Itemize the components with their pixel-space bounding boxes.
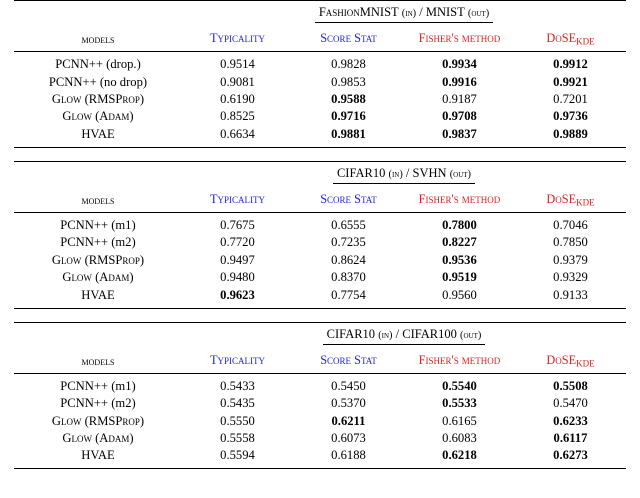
cell-dose: 0.9379	[553, 252, 588, 267]
header-models: models	[81, 34, 115, 47]
cell-fishers-method: 0.6218	[442, 448, 477, 463]
table-header-row	[14, 188, 626, 212]
header-dose-text: DoSE	[546, 31, 577, 45]
header-dose	[515, 349, 626, 373]
cell-dose: 0.5508	[553, 378, 588, 393]
cell-typicality: 0.9497	[220, 252, 255, 267]
cell-score-stat: 0.6211	[331, 413, 366, 428]
row-model: HVAE	[81, 287, 115, 302]
cell-typicality: 0.7675	[220, 218, 255, 232]
caption-out-dataset: MNIST	[425, 5, 465, 19]
cell-score-stat: 0.9716	[331, 109, 366, 124]
cell-typicality: 0.9514	[220, 57, 255, 72]
header-score-stat: Score Stat	[320, 192, 377, 206]
header-models: models	[81, 355, 115, 368]
results-table-block-1	[0, 0, 640, 148]
cell-fishers-method: 0.9187	[442, 92, 477, 106]
row-model: PCNN++ (no drop)	[48, 74, 148, 89]
row-model: PCNN++ (m1)	[60, 218, 136, 232]
cell-fishers-method: 0.8227	[442, 235, 477, 250]
caption-out-tag: (out)	[460, 329, 482, 341]
table-header-row	[14, 349, 626, 373]
table-row	[14, 269, 626, 286]
table-caption	[182, 323, 626, 349]
cell-score-stat: 0.6188	[331, 448, 366, 463]
row-model: HVAE	[81, 448, 115, 463]
row-model: PCNN++ (m1)	[60, 378, 136, 393]
caption-in-tag: (in)	[401, 8, 417, 19]
cell-fishers-method: 0.5533	[442, 396, 477, 411]
row-model: Glow (Adam)	[62, 270, 134, 285]
table-row	[14, 374, 626, 395]
cell-typicality: 0.6634	[220, 126, 255, 141]
table-row	[14, 108, 626, 125]
cell-dose: 0.7850	[553, 235, 588, 250]
cell-score-stat: 0.9588	[331, 92, 366, 106]
caption-separator: /	[405, 165, 410, 180]
cell-typicality: 0.9623	[220, 287, 255, 302]
caption-spacer	[14, 162, 182, 188]
cell-typicality: 0.8525	[220, 109, 255, 124]
cell-fishers-method: 0.6165	[442, 413, 477, 428]
cell-score-stat: 0.7235	[331, 235, 366, 250]
cell-fishers-method: 0.9708	[442, 109, 477, 124]
table-caption-row	[14, 323, 626, 349]
table-row	[14, 447, 626, 468]
caption-out-tag: (out)	[467, 8, 490, 19]
cell-dose: 0.9133	[553, 287, 588, 302]
table-caption	[182, 1, 626, 27]
cell-fishers-method: 0.7800	[442, 218, 477, 232]
cell-dose: 0.9329	[553, 270, 588, 285]
cell-dose: 0.7046	[553, 218, 588, 232]
table-row	[14, 213, 626, 234]
header-typicality: Typicality	[209, 192, 265, 206]
caption-out-dataset: SVHN	[412, 165, 447, 180]
cell-score-stat: 0.6555	[331, 218, 366, 232]
table-row	[14, 234, 626, 251]
header-dose-subscript: KDE	[576, 36, 595, 47]
cell-typicality: 0.9081	[220, 74, 255, 89]
table-caption	[182, 162, 626, 188]
table-bottom-rule	[14, 468, 626, 469]
table-row	[14, 395, 626, 412]
caption-separator: /	[395, 326, 400, 341]
cell-typicality: 0.9480	[220, 270, 255, 285]
caption-separator: /	[419, 5, 423, 19]
header-dose	[515, 188, 626, 212]
row-model: HVAE	[81, 126, 115, 141]
caption-in-dataset: CIFAR10	[336, 165, 386, 180]
cell-typicality: 0.5435	[220, 396, 255, 411]
results-table-block-2	[0, 161, 640, 309]
caption-in-dataset: CIFAR10	[326, 326, 376, 341]
cell-dose: 0.6233	[553, 413, 588, 428]
caption-out-dataset: CIFAR100	[402, 326, 457, 341]
caption-out-tag: (out)	[449, 168, 472, 180]
header-fishers-method: Fisher's method	[418, 31, 501, 46]
cell-dose: 0.6273	[553, 448, 588, 463]
cell-typicality: 0.5558	[220, 430, 255, 445]
cell-fishers-method: 0.9934	[442, 57, 477, 72]
table-gap	[0, 148, 640, 161]
cell-dose: 0.9921	[553, 74, 588, 89]
cell-score-stat: 0.8624	[331, 252, 366, 267]
row-model: PCNN++ (m2)	[60, 396, 136, 411]
cell-score-stat: 0.5450	[331, 378, 366, 393]
table-row	[14, 412, 626, 429]
row-model: PCNN++ (m2)	[60, 235, 136, 250]
cell-typicality: 0.5433	[220, 378, 255, 393]
header-typicality: Typicality	[209, 352, 265, 367]
table-caption-row	[14, 1, 626, 27]
cell-fishers-method: 0.9519	[442, 270, 477, 285]
caption-spacer	[14, 323, 182, 349]
header-models: models	[81, 195, 115, 207]
header-score-stat: Score Stat	[320, 31, 377, 46]
cell-dose: 0.9889	[553, 126, 588, 141]
row-model: PCNN++ (drop.)	[55, 57, 141, 72]
results-table-1	[14, 1, 626, 147]
results-table-3	[14, 323, 626, 469]
cell-dose: 0.7201	[553, 92, 588, 106]
cell-score-stat: 0.5370	[331, 396, 366, 411]
cell-fishers-method: 0.5540	[442, 378, 477, 393]
row-model: Glow (RMSProp)	[51, 252, 145, 267]
table-row	[14, 73, 626, 90]
header-dose-text: DoSE	[546, 191, 577, 206]
cell-dose: 0.9912	[553, 57, 588, 72]
cell-typicality: 0.7720	[220, 235, 255, 250]
cell-score-stat: 0.6073	[331, 430, 366, 445]
row-model: Glow (RMSProp)	[51, 92, 145, 106]
cell-fishers-method: 0.9837	[442, 126, 477, 141]
header-typicality: Typicality	[209, 31, 265, 46]
table-row	[14, 126, 626, 147]
cell-fishers-method: 0.9916	[442, 74, 477, 89]
cell-fishers-method: 0.9536	[442, 252, 477, 267]
header-fishers-method: Fisher's method	[418, 192, 501, 206]
row-model: Glow (Adam)	[62, 430, 134, 445]
results-table-block-3	[0, 322, 640, 470]
cell-typicality: 0.5550	[220, 413, 255, 428]
header-score-stat: Score Stat	[320, 352, 377, 367]
row-model: Glow (Adam)	[62, 109, 134, 124]
cell-dose: 0.6117	[553, 430, 588, 445]
table-row	[14, 252, 626, 269]
table-row	[14, 286, 626, 307]
table-header-row	[14, 27, 626, 51]
results-table-2	[14, 162, 626, 308]
cell-score-stat: 0.7754	[331, 287, 366, 302]
cell-score-stat: 0.8370	[331, 270, 366, 285]
table-row	[14, 52, 626, 73]
cell-score-stat: 0.9881	[331, 126, 366, 141]
cell-typicality: 0.5594	[220, 448, 255, 463]
cell-score-stat: 0.9853	[331, 74, 366, 89]
header-dose-text: DoSE	[546, 352, 577, 367]
cell-fishers-method: 0.9560	[442, 287, 477, 302]
header-dose-subscript: KDE	[576, 357, 595, 368]
header-dose-subscript: KDE	[576, 197, 595, 207]
caption-in-dataset: FashionMNIST	[318, 5, 399, 19]
header-dose	[515, 27, 626, 51]
table-caption-row	[14, 162, 626, 188]
cell-dose: 0.5470	[553, 396, 588, 411]
cell-dose: 0.9736	[553, 109, 588, 124]
table-row	[14, 91, 626, 108]
cell-fishers-method: 0.6083	[442, 430, 477, 445]
cell-score-stat: 0.9828	[331, 57, 366, 72]
table-gap	[0, 309, 640, 322]
table-row	[14, 430, 626, 447]
header-fishers-method: Fisher's method	[418, 352, 501, 367]
caption-in-tag: (in)	[378, 329, 393, 341]
caption-in-tag: (in)	[388, 168, 403, 180]
row-model: Glow (RMSProp)	[51, 413, 145, 428]
cell-typicality: 0.6190	[220, 92, 255, 106]
caption-spacer	[14, 1, 182, 27]
